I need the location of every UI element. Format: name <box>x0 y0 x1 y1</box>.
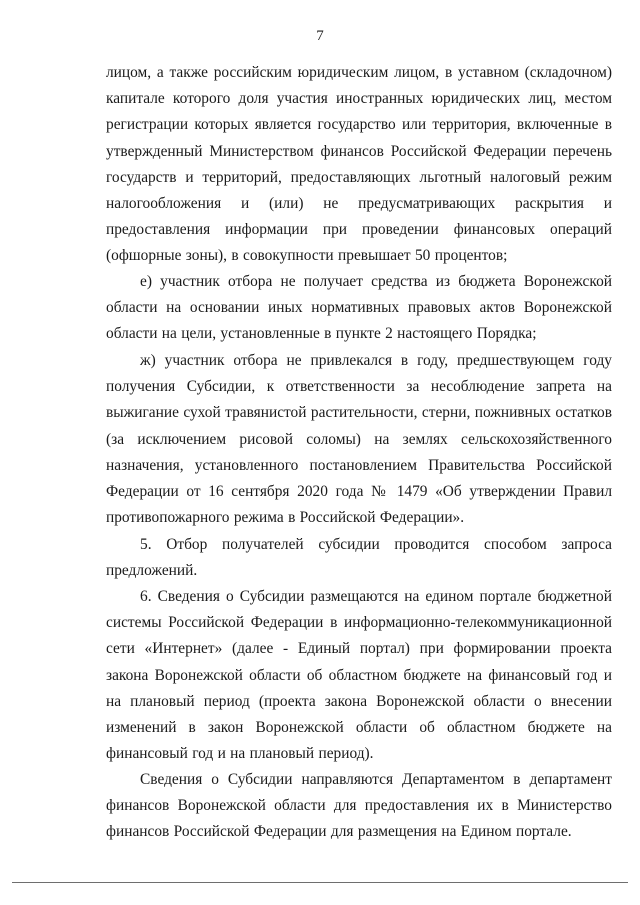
paragraph-text: лицом, а также российским юридическим лицом, в уставном (складочном) капитале которого доля участия иностранных юридических лиц, местом регистрации которых является государство или территория, включенные в утвержденный Министерством финансов Российской Федерации перечень государств и территорий, предоставляющих льготный налоговый режим налогообложения и (или) не предусматривающих раскрытия и предоставления информации при проведении финансовых операций (офшорные зоны), в совокупности превышает 50 процентов; <box>106 64 612 265</box>
paragraph-item-6-continued <box>106 767 612 846</box>
paragraph-item-6 <box>106 584 612 767</box>
paragraph-text: е) участник отбора не получает средства из бюджета Воронежской области на основании иных нормативных правовых актов Воронежской области на цели, установленные в пункте 2 настоящего Порядка; <box>106 273 612 343</box>
paragraph-item-zh <box>106 348 612 531</box>
paragraph-continuation <box>106 60 612 270</box>
page-number: 7 <box>316 28 324 44</box>
page-bottom-edge <box>12 882 628 883</box>
paragraph-item-e <box>106 269 612 348</box>
paragraph-text: Сведения о Субсидии направляются Департаментом в департамент финансов Воронежской области для предоставления их в Министерство финансов Российской Федерации для размещения на Едином портале. <box>106 771 612 841</box>
paragraph-text: 6. Сведения о Субсидии размещаются на едином портале бюджетной системы Российской Федерации в информационно-телекоммуникационной сети «Интернет» (далее - Единый портал) при формировании проекта закона Воронежской области об областном бюджете на финансовый год и на плановый период (проекта закона Воронежской области о внесении изменений в закон Воронежской области об областном бюджете на финансовый год и на плановый период). <box>106 588 612 763</box>
paragraph-item-5 <box>106 532 612 584</box>
paragraph-text: ж) участник отбора не привлекался в году, предшествующем году получения Субсидии, к ответственности за несоблюдение запрета на выжигание сухой травянистой растительности, стерни, пожнивных остатков (за исключением рисовой соломы) на землях сельскохозяйственного назначения, установленного постановлением Правительства Российской Федерации от 16 сентября 2020 года № 1479 «Об утверждении Правил противопожарного режима в Российской Федерации». <box>106 352 612 527</box>
paragraph-text: 5. Отбор получателей субсидии проводится способом запроса предложений. <box>106 536 612 580</box>
